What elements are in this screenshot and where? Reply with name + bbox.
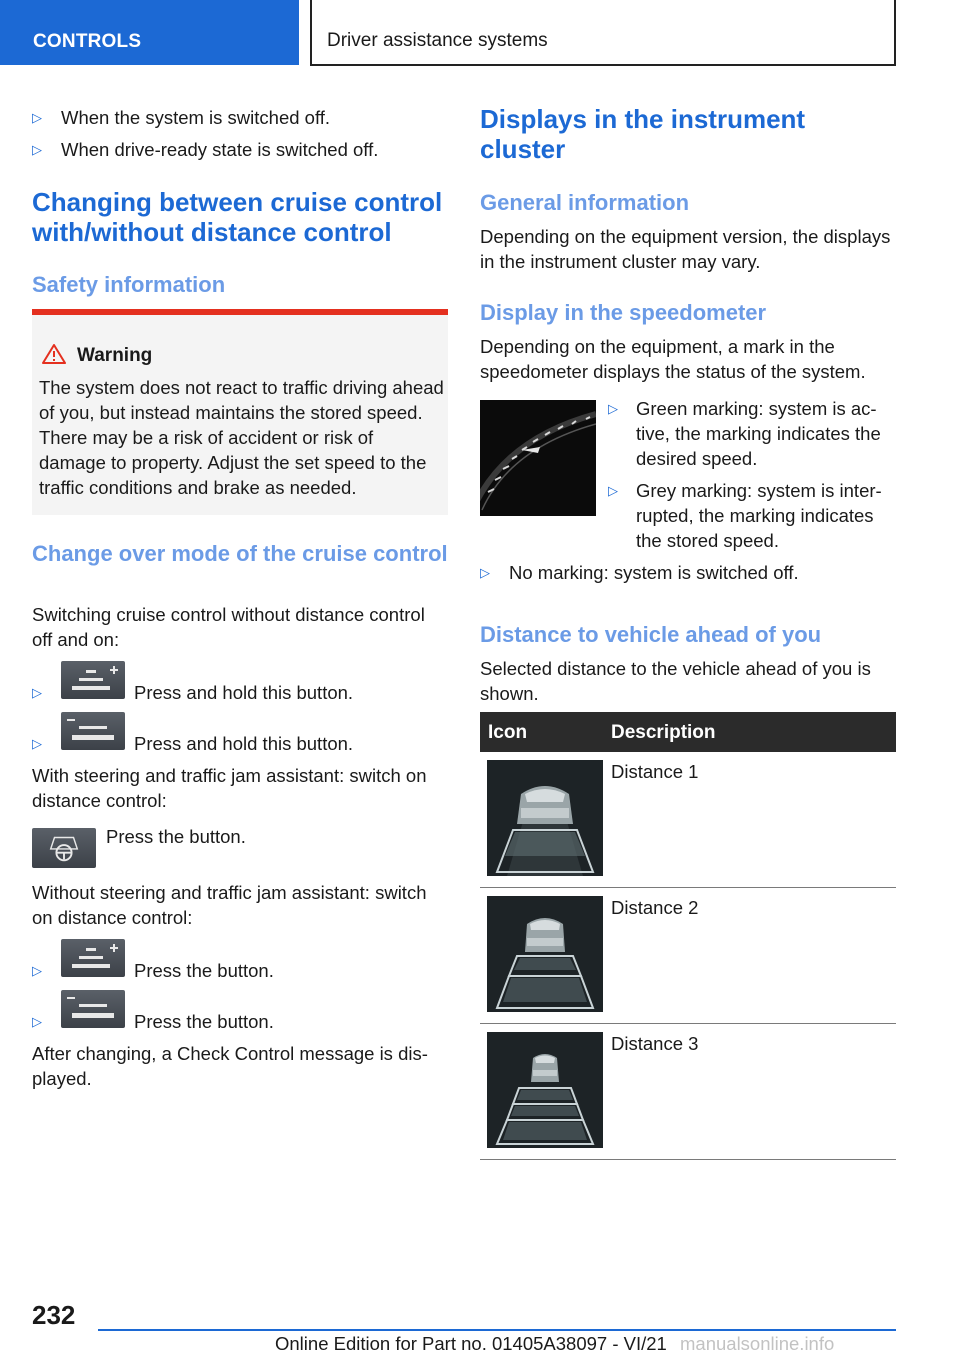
distance-decrease-button-icon xyxy=(61,990,125,1028)
heading-displays-instrument-cluster: Displays in the instrument cluster xyxy=(480,104,806,164)
warning-triangle-icon xyxy=(42,343,66,365)
press-button-label: Press the button. xyxy=(134,960,274,981)
press-button-label: Press the button. xyxy=(106,826,246,847)
triangle-bullet-icon: ▷ xyxy=(32,736,42,751)
after-changing-paragraph: After changing, a Check Control message is displayed. xyxy=(32,1043,428,1089)
triangle-bullet-icon: ▷ xyxy=(480,565,490,580)
triangle-bullet-icon: ▷ xyxy=(608,483,618,498)
triangle-bullet-icon: ▷ xyxy=(32,963,42,978)
triangle-bullet-icon: ▷ xyxy=(32,142,42,157)
press-hold-label: Press and hold this button. xyxy=(134,733,354,754)
chapter-label: Driver assistance systems xyxy=(327,30,548,51)
distance-1-image xyxy=(487,760,603,876)
triangle-bullet-icon: ▷ xyxy=(32,1014,42,1029)
speedometer-image xyxy=(480,400,596,516)
press-button-label: Press the button. xyxy=(134,1011,274,1032)
with-steering-paragraph: With steering and traffic jam assistant: switch on distance control: xyxy=(32,765,427,811)
section-tab xyxy=(0,0,299,65)
table-row xyxy=(480,1024,896,1160)
distance-decrease-button-icon xyxy=(61,712,125,750)
watermark-text: manualsonline.info xyxy=(680,1333,835,1354)
footer-divider xyxy=(98,1329,896,1331)
without-steering-paragraph: Without steering and traffic jam assistant: switch on distance control: xyxy=(32,882,427,928)
heading-distance-vehicle: Distance to vehicle ahead of you xyxy=(480,622,822,647)
triangle-bullet-icon: ▷ xyxy=(32,685,42,700)
distance-2-image xyxy=(487,896,603,1012)
column-header-icon: Icon xyxy=(488,722,528,743)
distance-3-image xyxy=(487,1032,603,1148)
distance-increase-button-icon xyxy=(61,661,125,699)
heading-speedometer: Display in the speedometer xyxy=(480,300,767,325)
list-item: ▷ Grey marking: system is interrupted, the marking indicates the stored speed. xyxy=(608,480,882,551)
table-header xyxy=(480,712,896,752)
edition-text: Online Edition for Part no. 01405A38097 - VI/21 xyxy=(275,1333,667,1354)
list-item: ▷ No marking: system is switched off. xyxy=(480,562,799,583)
list-item: ▷ When the system is switched off. xyxy=(32,107,331,128)
general-paragraph: Depending on the equipment version, the displays in the instrument cluster may vary. xyxy=(480,226,891,272)
list-item: ▷ Green marking: system is active, the marking indicates the desired speed. xyxy=(608,398,881,469)
distance-label: Distance 3 xyxy=(611,1033,699,1054)
section-label: CONTROLS xyxy=(33,31,142,52)
speedometer-paragraph: Depending on the equipment, a mark in the speedometer displays the status of the system. xyxy=(480,336,866,382)
column-header-description: Description xyxy=(611,722,716,743)
distance-label: Distance 2 xyxy=(611,897,699,918)
list-item: ▷ When drive-ready state is switched off. xyxy=(32,139,379,160)
warning-box xyxy=(32,309,448,515)
heading-changing-cruise-control: Changing between cruise control with/without distance control xyxy=(32,187,443,247)
heading-safety-information: Safety information xyxy=(32,272,226,297)
warning-title: Warning xyxy=(77,345,153,366)
distance-increase-button-icon xyxy=(61,939,125,977)
triangle-bullet-icon: ▷ xyxy=(32,110,42,125)
distance-paragraph: Selected distance to the vehicle ahead of you is shown. xyxy=(480,658,871,704)
chapter-tab xyxy=(310,0,896,66)
table-row xyxy=(480,888,896,1024)
press-hold-label: Press and hold this button. xyxy=(134,682,354,703)
heading-general-information: General information xyxy=(480,190,690,215)
steering-assistant-button-icon xyxy=(32,828,96,868)
switch-paragraph: Switching cruise control without distance control off and on: xyxy=(32,604,425,650)
table-row xyxy=(480,752,896,888)
page-number: 232 xyxy=(32,1300,76,1330)
warning-body: The system does not react to traffic driving ahead of you, but instead maintains the stored speed. There may be a risk of accident or risk of damage to property. Adjust the set speed to the traffic conditions and brake as needed. xyxy=(39,377,444,498)
triangle-bullet-icon: ▷ xyxy=(608,401,618,416)
heading-change-over-mode: Change over mode of the cruise control xyxy=(32,541,448,566)
distance-label: Distance 1 xyxy=(611,761,699,782)
